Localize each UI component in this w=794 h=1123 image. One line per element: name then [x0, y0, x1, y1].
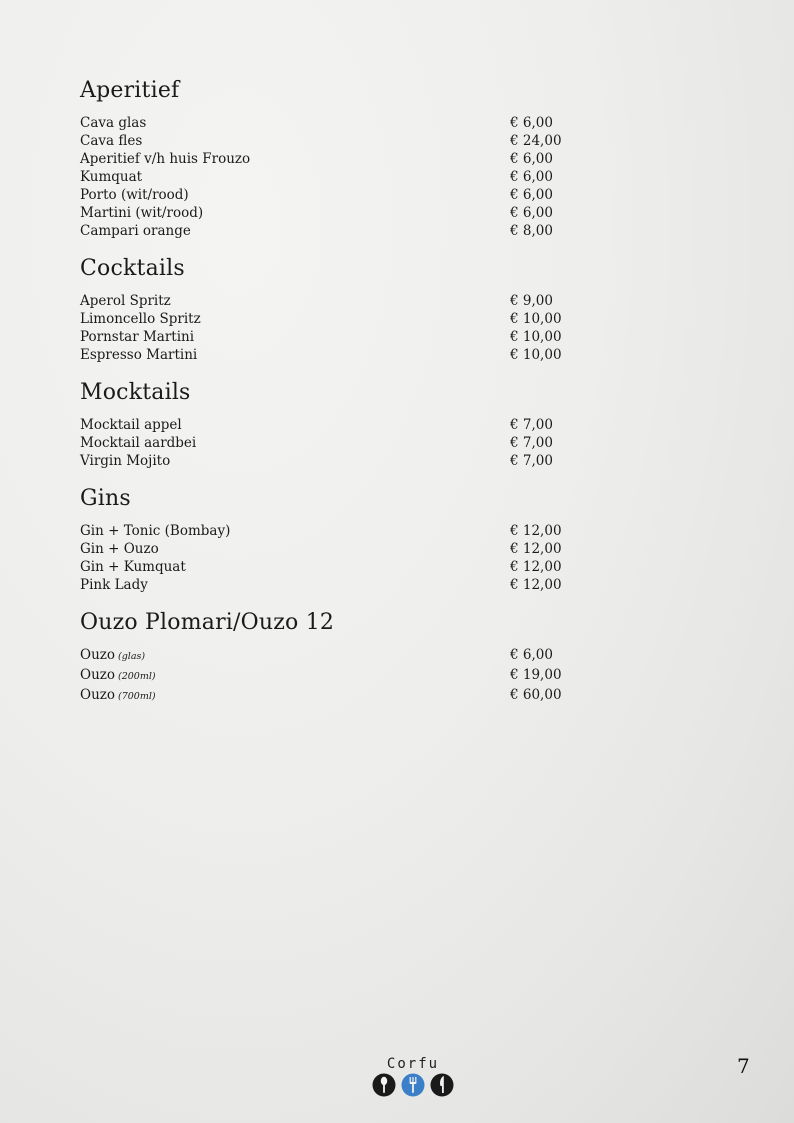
item-price: € 24,00: [510, 133, 562, 149]
item-price: € 9,00: [510, 293, 553, 309]
menu-item: [80, 168, 580, 186]
menu-item: [80, 132, 580, 150]
item-price: € 12,00: [510, 577, 562, 593]
menu-item: [80, 434, 580, 452]
section-mocktails: [80, 378, 580, 470]
item-name: Kumquat: [80, 169, 143, 185]
item-price: € 6,00: [510, 187, 553, 203]
section-gins: [80, 484, 580, 594]
menu-item: [80, 666, 580, 686]
item-price: € 6,00: [510, 205, 553, 221]
item-name: Pink Lady: [80, 577, 148, 593]
menu-item: [80, 186, 580, 204]
item-note: (200ml): [118, 671, 156, 682]
item-price: € 6,00: [510, 647, 553, 663]
menu-item: [80, 150, 580, 168]
menu-item: [80, 114, 580, 132]
section-title: Aperitief: [80, 78, 180, 103]
section-title: Mocktails: [80, 380, 191, 405]
item-price: € 6,00: [510, 151, 553, 167]
section-cocktails: [80, 254, 580, 364]
item-name: Espresso Martini: [80, 347, 198, 363]
spoon-icon: [373, 1074, 396, 1097]
item-price: € 12,00: [510, 523, 562, 539]
item-name: Ouzo: [80, 647, 116, 663]
section-ouzo: [80, 608, 580, 706]
item-price: € 8,00: [510, 223, 553, 239]
item-name-wrap: [80, 666, 510, 686]
item-name: Martini (wit/rood): [80, 205, 204, 221]
item-price: € 60,00: [510, 687, 562, 703]
item-price: € 6,00: [510, 115, 553, 131]
item-price: € 10,00: [510, 311, 562, 327]
menu-item: [80, 522, 580, 540]
item-note: (glas): [118, 651, 146, 662]
item-name: Cava glas: [80, 115, 147, 131]
item-price: € 7,00: [510, 417, 553, 433]
menu-item: [80, 452, 580, 470]
item-price: € 19,00: [510, 667, 562, 683]
menu-item: [80, 310, 580, 328]
item-name: Mocktail aardbei: [80, 435, 197, 451]
section-title: Cocktails: [80, 256, 185, 281]
item-name: Virgin Mojito: [80, 453, 171, 469]
menu-item: [80, 346, 580, 364]
item-price: € 10,00: [510, 329, 562, 345]
menu-item: [80, 558, 580, 576]
menu-item: [80, 292, 580, 310]
item-note: (700ml): [118, 691, 156, 702]
logo-text: Corfu: [386, 1056, 440, 1072]
section-aperitief: [80, 76, 580, 240]
item-name: Gin + Tonic (Bombay): [80, 523, 231, 539]
item-name: Gin + Kumquat: [80, 559, 186, 575]
menu-item: [80, 416, 580, 434]
item-price: € 12,00: [510, 559, 562, 575]
item-name: Porto (wit/rood): [80, 187, 189, 203]
fork-icon: [402, 1074, 425, 1097]
item-name-wrap: [80, 646, 510, 666]
item-price: € 7,00: [510, 435, 553, 451]
page-number: 7: [737, 1054, 750, 1078]
item-name: Gin + Ouzo: [80, 541, 159, 557]
menu-item: [80, 540, 580, 558]
knife-icon: [431, 1074, 454, 1097]
item-name: Ouzo: [80, 667, 116, 683]
menu-item: [80, 576, 580, 594]
item-name: Mocktail appel: [80, 417, 182, 433]
menu-item: [80, 222, 580, 240]
item-name: Pornstar Martini: [80, 329, 195, 345]
logo-icons: [371, 1072, 455, 1098]
item-name: Cava fles: [80, 133, 143, 149]
item-name: Ouzo: [80, 687, 116, 703]
item-name: Campari orange: [80, 223, 191, 239]
menu-item: [80, 646, 580, 666]
menu-item: [80, 686, 580, 706]
item-price: € 12,00: [510, 541, 562, 557]
section-title: Ouzo Plomari/Ouzo 12: [80, 610, 335, 635]
item-name: Aperitief v/h huis Frouzo: [80, 151, 251, 167]
item-name: Limoncello Spritz: [80, 311, 201, 327]
item-price: € 7,00: [510, 453, 553, 469]
item-name: Aperol Spritz: [80, 293, 171, 309]
item-price: € 10,00: [510, 347, 562, 363]
menu-item: [80, 204, 580, 222]
section-title: Gins: [80, 486, 131, 511]
item-price: € 6,00: [510, 169, 553, 185]
menu-item: [80, 328, 580, 346]
menu-page: [80, 76, 580, 720]
corfu-logo: [371, 1056, 455, 1100]
item-name-wrap: [80, 686, 510, 706]
